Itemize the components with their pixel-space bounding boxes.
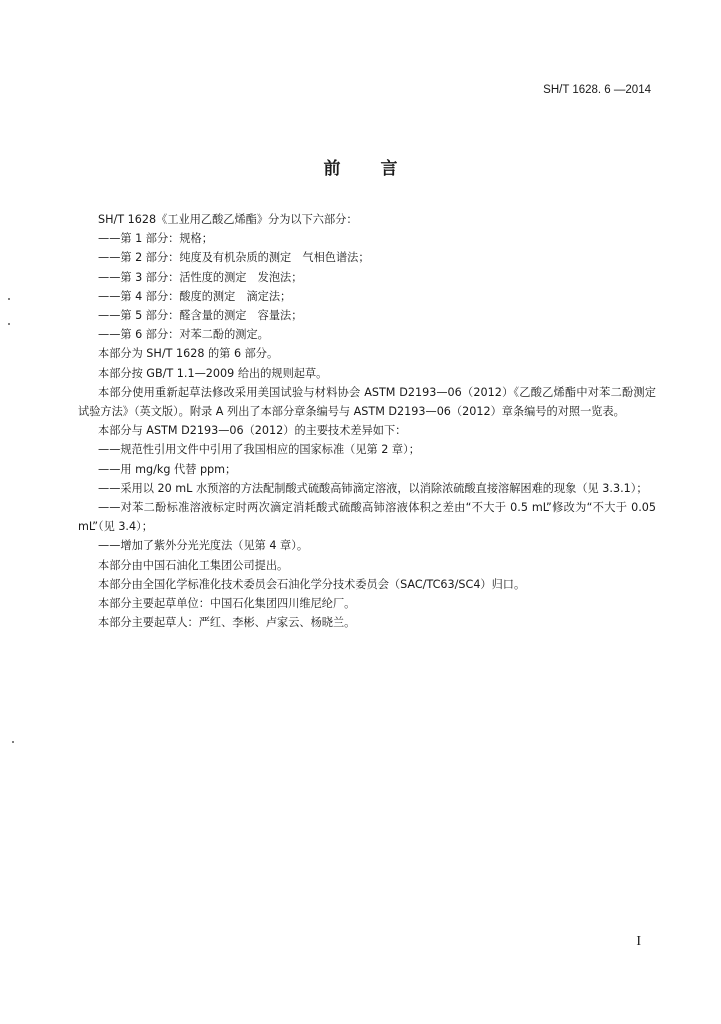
centralizer-line: 本部分由全国化学标准化技术委员会石油化学分技术委员会（SAC/TC63/SC4）归口。 [98,577,526,591]
part-item-3: ——第 3 部分：活性度的测定 发泡法； [98,270,303,284]
adoption-paragraph: 本部分使用重新起草法修改采用美国试验与材料协会 ASTM D2193—06（2012）《乙酸乙烯酯中对苯二酚测定试验方法》（英文版）。附录 A 列出了本部分章条编号与 ASTM D2193—06（2012）章条编号的对照一览表。 [78,385,656,419]
difference-item-2: ——用 mg/kg 代替 ppm； [98,462,237,476]
document-code: SH/T 1628. 6 —2014 [543,84,651,96]
foreword-body [78,210,656,632]
part-item-5: ——第 5 部分：醛含量的测定 容量法； [98,309,303,323]
difference-item-1: ——规范性引用文件中引用了我国相应的国家标准（见第 2 章）； [98,443,420,457]
part-item-4: ——第 4 部分：酸度的测定 滴定法； [98,289,292,303]
difference-item-3: ——采用以 20 mL 水预溶的方法配制酸式硫酸高铈滴定溶液，以消除浓硫酸直接溶解困难的现象（见 3.3.1）； [98,481,648,495]
page-title: 前言 [323,159,438,179]
scan-speck [12,741,14,743]
difference-item-5: ——增加了紫外分光光度法（见第 4 章）。 [98,539,309,553]
drafting-unit-line: 本部分主要起草单位：中国石化集团四川维尼纶厂。 [98,597,356,611]
part-item-1: ——第 1 部分：规格； [98,232,213,246]
scan-speck [8,323,10,325]
difference-item-4: ——对苯二酚标准溶液标定时两次滴定消耗酸式硫酸高铈溶液体积之差由“不大于 0.5 mL”修改为“不大于 0.05 mL”（见 3.4）； [78,501,656,534]
differences-intro: 本部分与 ASTM D2193—06（2012）的主要技术差异如下： [98,424,407,438]
part-item-2: ——第 2 部分：纯度及有机杂质的测定 气相色谱法； [98,251,370,265]
part-statement: 本部分为 SH/T 1628 的第 6 部分。 [98,347,279,361]
page-number: I [636,934,641,949]
part-item-6: ——第 6 部分：对苯二酚的测定。 [98,328,269,342]
scan-speck [8,298,10,300]
drafting-rule: 本部分按 GB/T 1.1—2009 给出的规则起草。 [98,366,328,380]
intro-line: SH/T 1628《工业用乙酸乙烯酯》分为以下六部分： [98,213,358,226]
proposer-line: 本部分由中国石油化工集团公司提出。 [98,558,289,572]
drafters-line: 本部分主要起草人：严红、李彬、卢家云、杨晓兰。 [98,616,356,630]
